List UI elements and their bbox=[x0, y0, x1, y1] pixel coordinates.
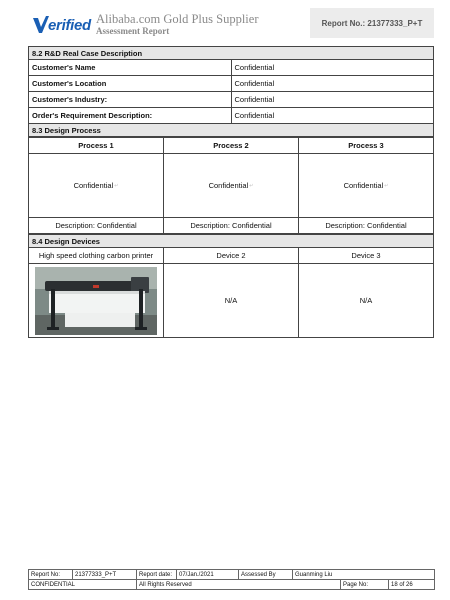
process-1-header: Process 1 bbox=[29, 138, 164, 154]
device-2-header: Device 2 bbox=[164, 248, 299, 264]
design-devices-title: 8.4 Design Devices bbox=[29, 235, 434, 248]
rd-case-table bbox=[28, 46, 434, 137]
table-row bbox=[29, 248, 434, 264]
table-row bbox=[29, 154, 434, 218]
process-1-description: Description: Confidential bbox=[29, 218, 164, 234]
footer-page-no-label: Page No: bbox=[341, 580, 389, 590]
process-3-text: Confidential bbox=[343, 181, 384, 190]
printer-photo bbox=[35, 267, 157, 335]
process-1-text: Confidential bbox=[73, 181, 114, 190]
logo-text: erified bbox=[48, 16, 91, 34]
table-row bbox=[29, 60, 434, 76]
footer-row-2 bbox=[29, 580, 435, 590]
footer-report-no-value: 21377333_P+T bbox=[73, 570, 137, 580]
footer-confidential: CONFIDENTIAL bbox=[29, 580, 137, 590]
footer-assessed-by-label: Assessed By bbox=[239, 570, 293, 580]
return-mark-icon: ↵ bbox=[384, 183, 389, 190]
customer-name-label: Customer's Name bbox=[29, 60, 232, 76]
footer-report-no-label: Report No: bbox=[29, 570, 73, 580]
order-requirement-value: Confidential bbox=[231, 108, 434, 124]
device-1-header: High speed clothing carbon printer bbox=[29, 248, 164, 264]
process-2-description: Description: Confidential bbox=[164, 218, 299, 234]
design-devices-title-row bbox=[29, 235, 434, 248]
process-3-content bbox=[299, 154, 434, 218]
supplier-title: Alibaba.com Gold Plus Supplier bbox=[96, 12, 259, 26]
verified-logo bbox=[32, 14, 91, 36]
return-mark-icon: ↵ bbox=[249, 183, 254, 190]
device-2-value: N/A bbox=[164, 264, 299, 338]
design-devices-table bbox=[28, 234, 434, 338]
table-row bbox=[29, 264, 434, 338]
table-row bbox=[29, 76, 434, 92]
footer-table bbox=[28, 569, 435, 590]
customer-industry-value: Confidential bbox=[231, 92, 434, 108]
footer-rights: All Rights Reserved bbox=[137, 580, 341, 590]
supplier-heading bbox=[96, 12, 259, 37]
rd-case-title-row bbox=[29, 47, 434, 60]
return-mark-icon: ↵ bbox=[114, 183, 119, 190]
design-process-title: 8.3 Design Process bbox=[29, 124, 434, 137]
process-2-content bbox=[164, 154, 299, 218]
customer-location-value: Confidential bbox=[231, 76, 434, 92]
device-3-value: N/A bbox=[299, 264, 434, 338]
report-number-box bbox=[310, 8, 434, 38]
customer-name-value: Confidential bbox=[231, 60, 434, 76]
process-3-header: Process 3 bbox=[299, 138, 434, 154]
device-1-photo-cell bbox=[29, 264, 164, 338]
footer-page-no-value: 18 of 26 bbox=[389, 580, 435, 590]
rd-case-section bbox=[28, 46, 434, 338]
footer-row-1 bbox=[29, 570, 435, 580]
table-row bbox=[29, 92, 434, 108]
process-1-content bbox=[29, 154, 164, 218]
footer-assessed-by-value: Guanming Liu bbox=[293, 570, 435, 580]
order-requirement-label: Order's Requirement Description: bbox=[29, 108, 232, 124]
device-3-header: Device 3 bbox=[299, 248, 434, 264]
process-2-text: Confidential bbox=[208, 181, 249, 190]
design-process-table bbox=[28, 137, 434, 234]
table-row bbox=[29, 138, 434, 154]
table-row bbox=[29, 218, 434, 234]
process-2-header: Process 2 bbox=[164, 138, 299, 154]
supplier-subtitle: Assessment Report bbox=[96, 26, 170, 36]
table-row bbox=[29, 108, 434, 124]
customer-location-label: Customer's Location bbox=[29, 76, 232, 92]
report-number: Report No.: 21377333_P+T bbox=[321, 18, 423, 28]
process-3-description: Description: Confidential bbox=[299, 218, 434, 234]
page-header bbox=[28, 8, 434, 42]
footer-report-date-label: Report date: bbox=[137, 570, 177, 580]
design-process-title-row bbox=[29, 124, 434, 137]
page-footer bbox=[28, 569, 434, 590]
rd-case-title: 8.2 R&D Real Case Description bbox=[29, 47, 434, 60]
customer-industry-label: Customer's Industry: bbox=[29, 92, 232, 108]
footer-report-date-value: 07/Jan./2021 bbox=[177, 570, 239, 580]
